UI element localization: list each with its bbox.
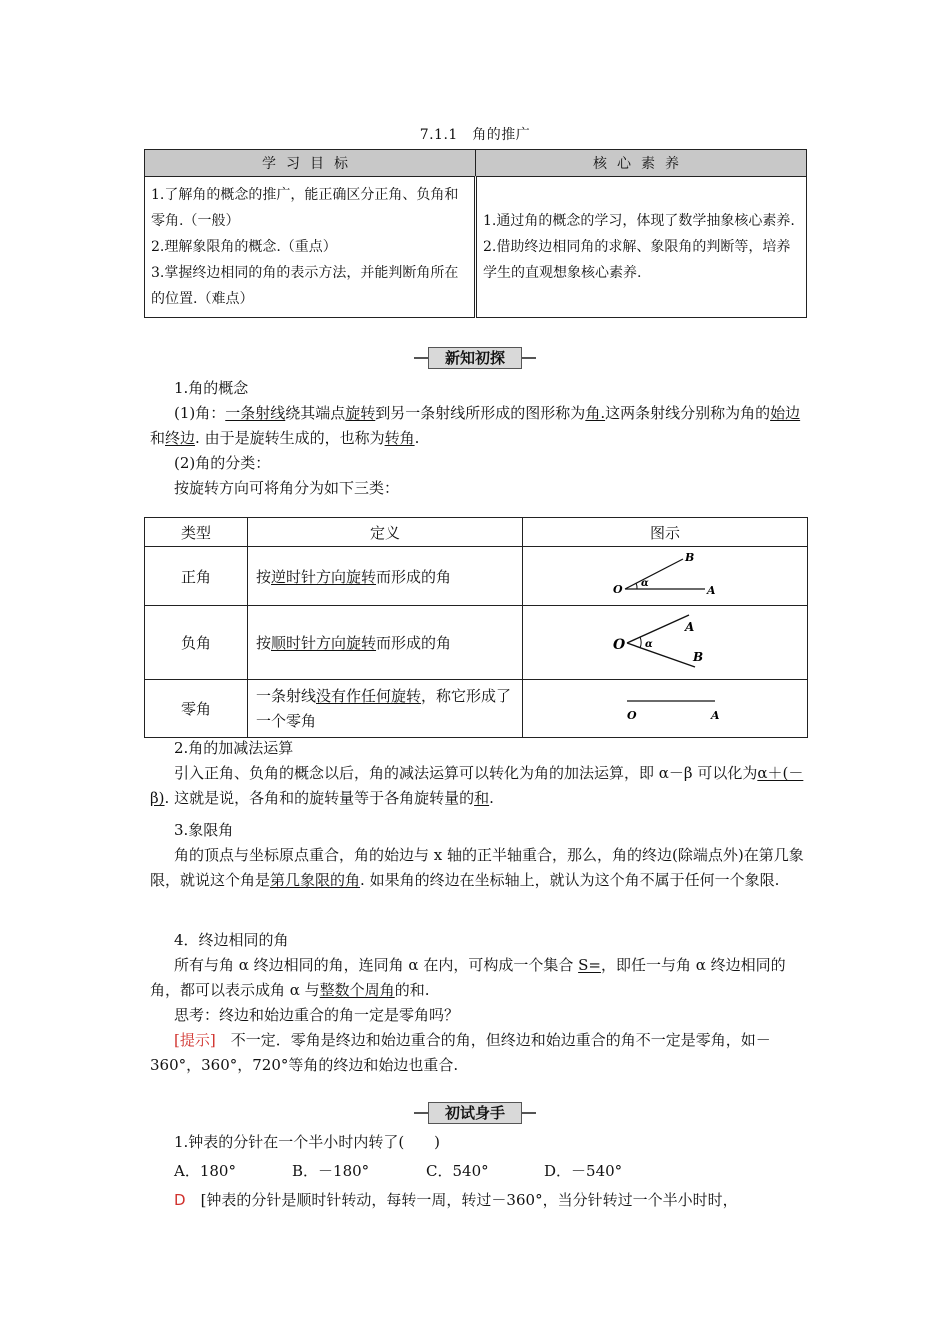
section-3 (150, 818, 810, 893)
type-positive: 正角 (145, 547, 248, 606)
goals-right-cell (476, 177, 807, 318)
goal-item: 3.掌握终边相同的角的表示方法，并能判断角所在的位置.（难点） (151, 265, 459, 307)
option-a: A．180° (174, 1162, 236, 1180)
hint-label: [提示] (174, 1031, 216, 1049)
option-d: D．－540° (544, 1162, 623, 1180)
definition-positive: 按逆时针方向旋转而形成的角 (248, 547, 523, 606)
types-header-figure: 图示 (523, 518, 808, 547)
definition-negative: 按顺时针方向旋转而形成的角 (248, 606, 523, 680)
heading-1: 1.角的概念 (174, 379, 249, 397)
addition-text: 引入正角、负角的概念以后，角的减法运算可以转化为角的加法运算，即 α－β 可以化为α＋(－β). 这就是说，各角和的旋转量等于各角旋转量的和. (150, 764, 804, 807)
svg-text:B: B (693, 649, 704, 664)
svg-text:B: B (685, 551, 695, 564)
option-c: C．540° (426, 1162, 489, 1180)
section-2 (150, 736, 810, 811)
svg-text:A: A (707, 584, 716, 597)
section-1 (150, 376, 810, 501)
section-title: 7.1.1 角的推广 (419, 127, 531, 143)
positive-angle-figure (611, 551, 721, 601)
svg-text:O: O (613, 583, 623, 596)
heading-3: 3.象限角 (174, 821, 234, 839)
quadrant-text: 角的顶点与坐标原点重合，角的始边与 x 轴的正半轴重合，那么，角的终边(除端点外)在第几象限，就说这个角是第几象限的角. 如果角的终边在坐标轴上，就认为这个角不属于任何一个象限. (150, 846, 804, 889)
goals-header-right: 核心素养 (476, 150, 807, 177)
banner-label: 新知初探 (428, 347, 522, 369)
answer-explanation: D [钟表的分针是顺时针转动，每转一周，转过－360°，当分针转过一个半小时时， (174, 1191, 738, 1209)
exercise-1 (150, 1130, 810, 1213)
svg-text:O: O (613, 636, 626, 653)
section-4 (150, 928, 810, 1078)
question-stem: 1.钟表的分针在一个半小时内转了( ) (174, 1133, 441, 1151)
figure-negative (523, 606, 808, 680)
coterminal-text: 所有与角 α 终边相同的角，连同角 α 在内，可构成一个集合 S=，即任一与角 α 终边相同的角，都可以表示成角 α 与整数个周角的和. (150, 956, 786, 999)
goal-item: 2.理解象限角的概念.（重点） (151, 239, 337, 255)
goals-table (144, 149, 807, 318)
classification-intro: 按旋转方向可将角分为如下三类： (174, 479, 400, 497)
type-zero: 零角 (145, 680, 248, 738)
literacy-item: 1.通过角的概念的学习，体现了数学抽象核心素养. (483, 213, 795, 229)
svg-text:α: α (641, 578, 649, 589)
heading-4: 4．终边相同的角 (174, 931, 289, 949)
banner-label: 初试身手 (428, 1102, 522, 1124)
figure-positive (523, 547, 808, 606)
hint-text: [提示] 不一定．零角是终边和始边重合的角，但终边和始边重合的角不一定是零角，如－360°，360°，720°等角的终边和始边也重合. (150, 1031, 771, 1074)
types-header-definition: 定义 (248, 518, 523, 547)
zero-angle-figure (611, 689, 721, 729)
heading-2: 2.角的加减法运算 (174, 739, 294, 757)
literacy-item: 2.借助终边相同角的求解、象限角的判断等，培养学生的直观想象核心素养. (483, 239, 791, 281)
svg-text:O: O (627, 708, 637, 722)
svg-text:A: A (685, 619, 695, 634)
negative-angle-figure (611, 611, 721, 675)
type-negative: 负角 (145, 606, 248, 680)
table-row (145, 547, 808, 606)
svg-text:α: α (645, 638, 653, 650)
table-row (145, 606, 808, 680)
goal-item: 1.了解角的概念的推广，能正确区分正角、负角和零角.（一般） (151, 187, 459, 229)
angle-types-table (144, 517, 808, 738)
table-row (145, 680, 808, 738)
think-question: 思考：终边和始边重合的角一定是零角吗？ (174, 1006, 460, 1024)
banner-try (414, 1102, 536, 1124)
option-b: B．－180° (292, 1162, 370, 1180)
types-header-type: 类型 (145, 518, 248, 547)
answer-letter: D (174, 1191, 186, 1209)
goals-left-cell (145, 177, 476, 318)
figure-zero (523, 680, 808, 738)
answer-options (150, 1159, 810, 1184)
svg-text:A: A (711, 708, 720, 722)
angle-definition: (1)角：一条射线绕其端点旋转到另一条射线所形成的图形称为角.这两条射线分别称为角的始边和终边. 由于是旋转生成的，也称为转角. (150, 404, 801, 447)
banner-new-knowledge (414, 347, 536, 369)
goals-header-left: 学习目标 (145, 150, 476, 177)
classification-heading: (2)角的分类： (174, 454, 271, 472)
definition-zero: 一条射线没有作任何旋转，称它形成了一个零角 (248, 680, 523, 738)
